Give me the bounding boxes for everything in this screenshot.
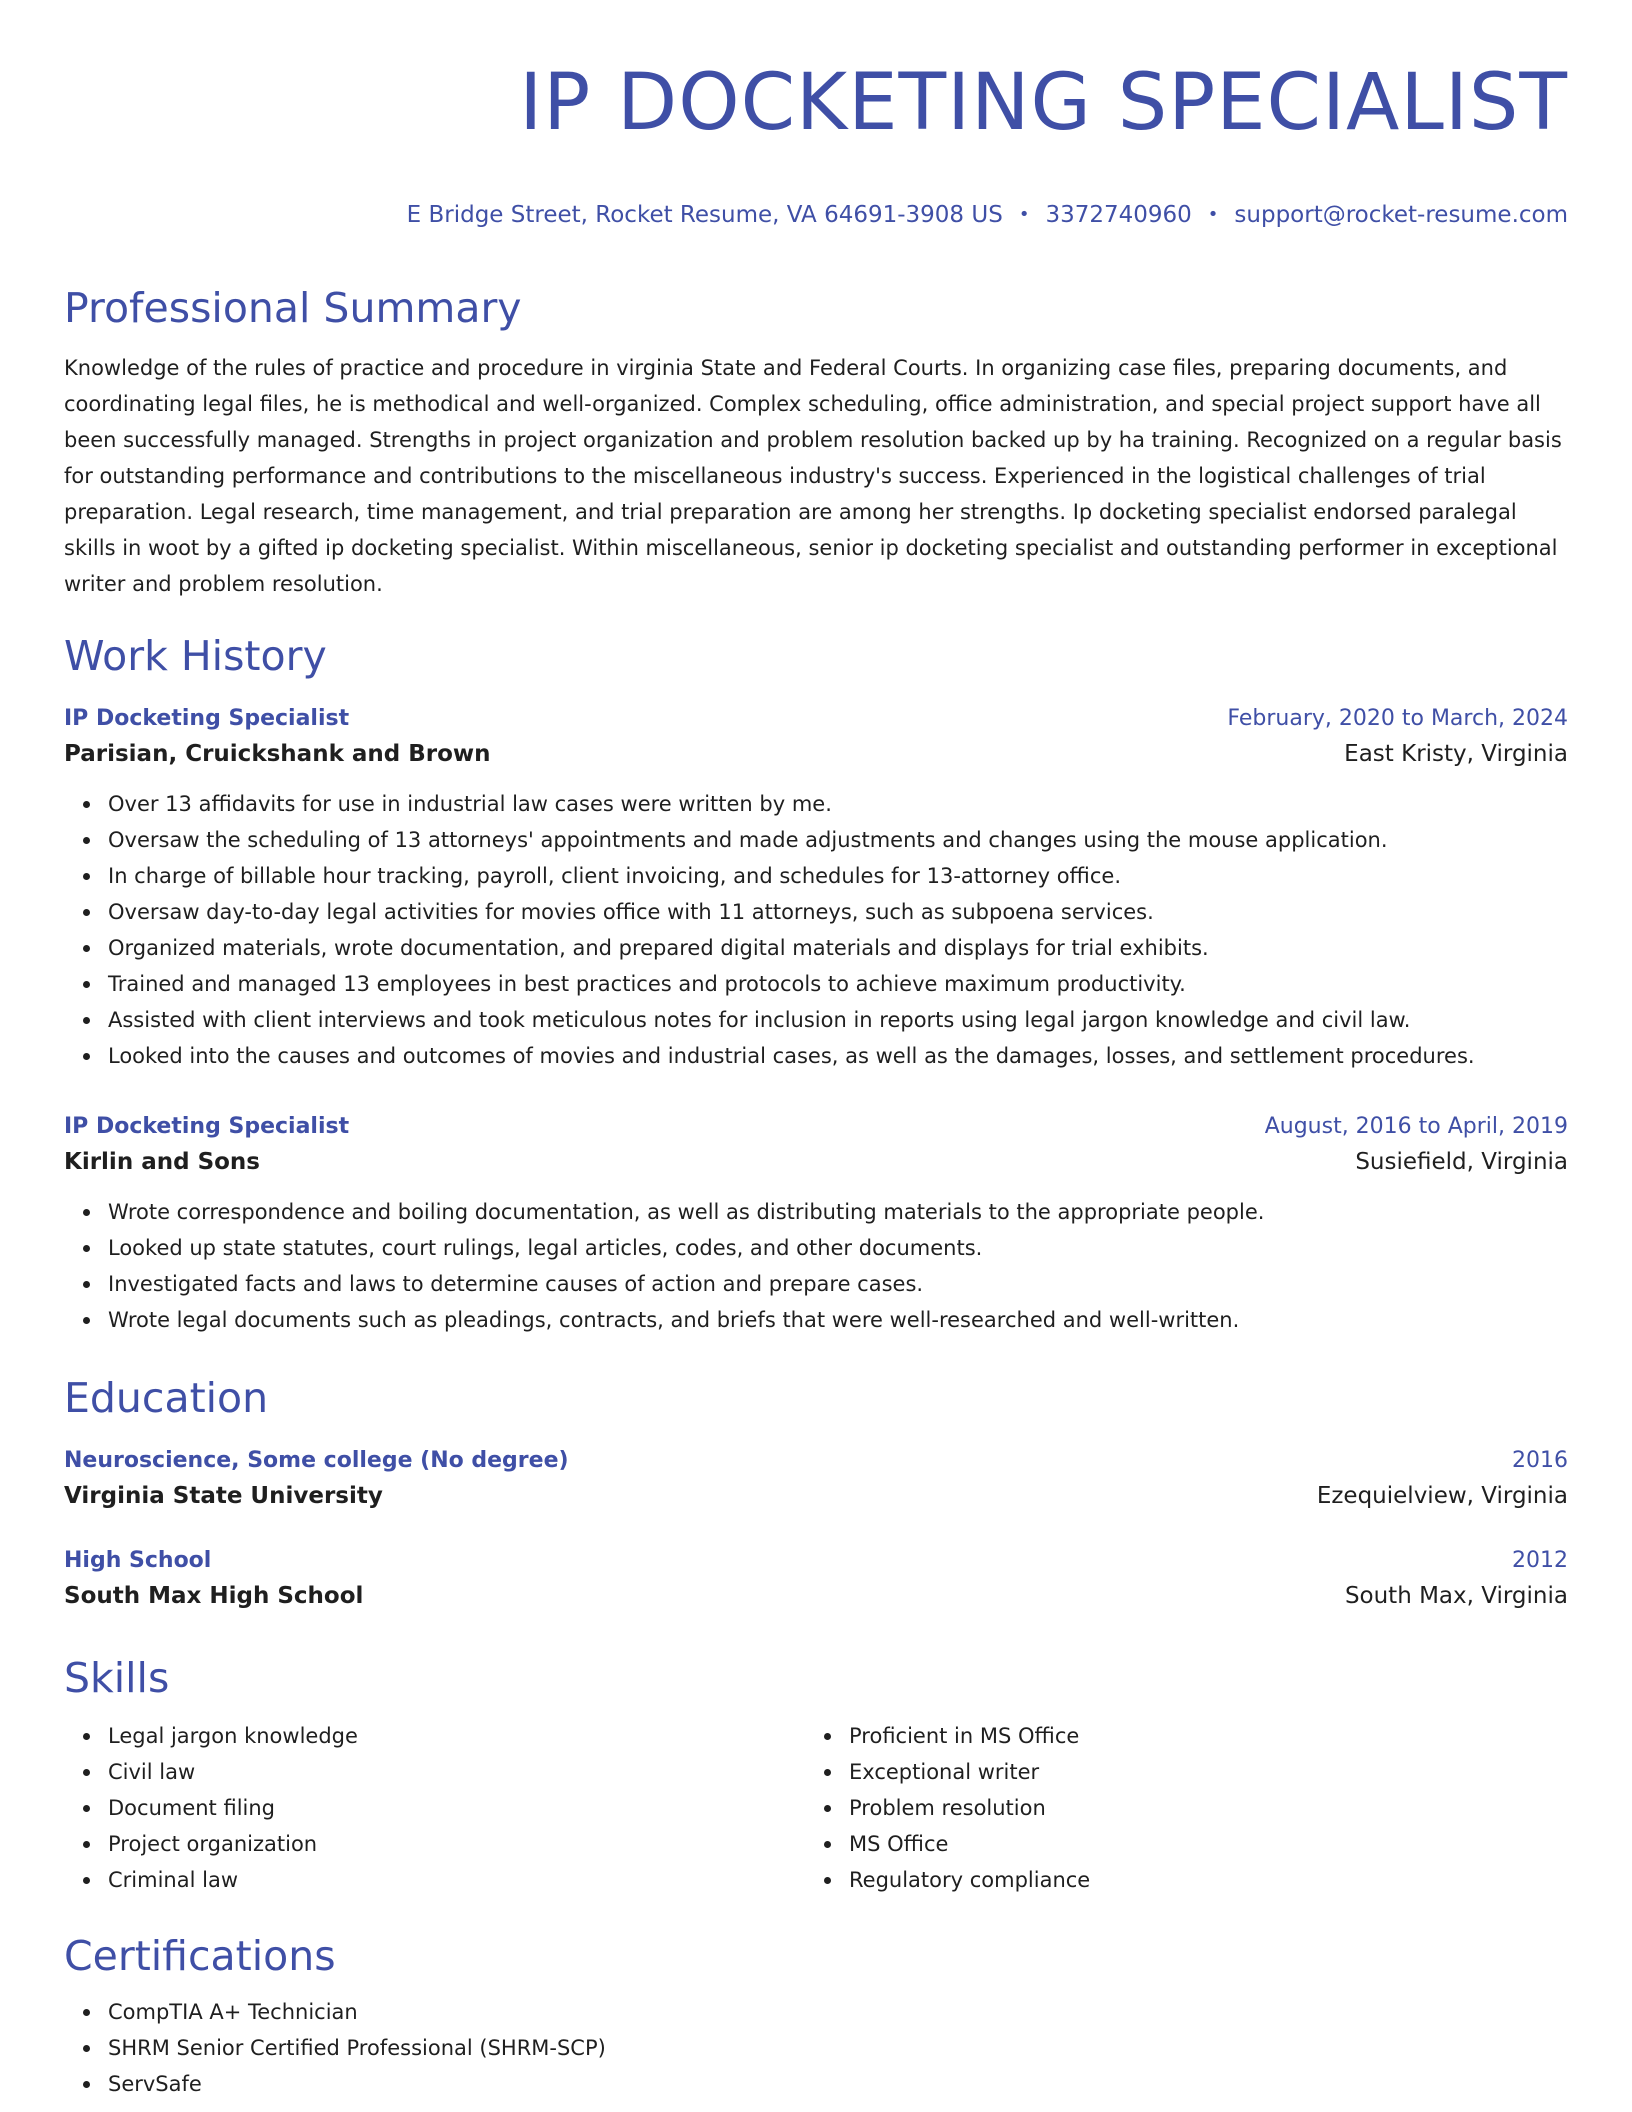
job-company: Parisian, Cruickshank and Brown xyxy=(64,741,491,767)
certifications-section xyxy=(64,1930,1568,2102)
skill-item: MS Office xyxy=(849,1826,1505,1862)
address: E Bridge Street, Rocket Resume, VA 64691-3908 US xyxy=(406,202,1003,228)
skills-list-right xyxy=(805,1718,1505,1898)
education-year: 2012 xyxy=(1512,1548,1568,1573)
list-item: Trained and managed 13 employees in best practices and protocols to achieve maximum productivity. xyxy=(108,966,1568,1002)
education-school: Virginia State University xyxy=(64,1483,383,1509)
list-item: Looked up state statutes, court rulings, legal articles, codes, and other documents. xyxy=(108,1230,1568,1266)
education-entry xyxy=(64,1446,1568,1516)
list-item: Organized materials, wrote documentation, and prepared digital materials and displays for trial exhibits. xyxy=(108,930,1568,966)
certification-item: SHRM Senior Certified Professional (SHRM-SCP) xyxy=(108,2030,1568,2066)
list-item: Assisted with client interviews and took meticulous notes for inclusion in reports using legal jargon knowledge and civil law. xyxy=(108,1002,1568,1038)
job-dates: February, 2020 to March, 2024 xyxy=(1227,706,1568,731)
summary-section xyxy=(64,282,1568,602)
section-title-certifications: Certifications xyxy=(64,1932,336,1980)
job-location: Susiefield, Virginia xyxy=(1355,1149,1568,1175)
section-title-work-history: Work History xyxy=(64,632,327,680)
work-history-section xyxy=(64,630,1568,1338)
resume-header xyxy=(64,0,1568,230)
skill-item: Regulatory compliance xyxy=(849,1862,1505,1898)
education-location: South Max, Virginia xyxy=(1344,1583,1568,1609)
job-company: Kirlin and Sons xyxy=(64,1149,260,1175)
summary-text: Knowledge of the rules of practice and procedure in virginia State and Federal Courts. In organizing case files, preparing documents, and coordinating legal files, he is methodical and well-organized. Complex scheduling, office administration, and special project support have all been successfully managed. Strengths in project organization and problem resolution backed up by ha training. Recognized on a regular basis for outstanding performance and contributions to the miscellaneous industry's success. Experienced in the logistical challenges of trial preparation. Legal research, time management, and trial preparation are among her strengths. Ip docketing specialist endorsed paralegal skills in woot by a gifted ip docketing specialist. Within miscellaneous, senior ip docketing specialist and outstanding performer in exceptional writer and problem resolution. xyxy=(64,356,1562,596)
phone: 3372740960 xyxy=(1045,202,1192,228)
certifications-list xyxy=(64,1994,1568,2102)
job-role: IP Docketing Specialist xyxy=(64,1114,350,1139)
list-item: Oversaw day-to-day legal activities for movies office with 11 attorneys, such as subpoena services. xyxy=(108,894,1568,930)
job-role: IP Docketing Specialist xyxy=(64,706,350,731)
section-title-education: Education xyxy=(64,1374,269,1422)
list-item: Investigated facts and laws to determine causes of action and prepare cases. xyxy=(108,1266,1568,1302)
skill-item: Proficient in MS Office xyxy=(849,1718,1505,1754)
list-item: Over 13 affidavits for use in industrial law cases were written by me. xyxy=(108,786,1568,822)
list-item: Wrote correspondence and boiling documentation, as well as distributing materials to the appropriate people. xyxy=(108,1194,1568,1230)
skill-item: Document filing xyxy=(108,1790,805,1826)
education-section xyxy=(64,1372,1568,1616)
list-item: In charge of billable hour tracking, payroll, client invoicing, and schedules for 13-attorney office. xyxy=(108,858,1568,894)
job-entry xyxy=(64,704,1568,1074)
section-title-summary: Professional Summary xyxy=(64,284,522,332)
skills-list-left xyxy=(64,1718,805,1898)
job-location: East Kristy, Virginia xyxy=(1344,741,1568,767)
skill-item: Civil law xyxy=(108,1754,805,1790)
section-title-skills: Skills xyxy=(64,1654,170,1702)
education-location: Ezequielview, Virginia xyxy=(1316,1483,1568,1509)
job-dates: August, 2016 to April, 2019 xyxy=(1264,1114,1568,1139)
list-item: Looked into the causes and outcomes of movies and industrial cases, as well as the damages, losses, and settlement procedures. xyxy=(108,1038,1568,1074)
skill-item: Criminal law xyxy=(108,1862,805,1898)
education-degree: High School xyxy=(64,1548,212,1573)
skills-section xyxy=(64,1652,1568,1898)
email-link[interactable]: support@rocket-resume.com xyxy=(1234,202,1568,228)
certification-item: ServSafe xyxy=(108,2066,1568,2102)
skill-item: Project organization xyxy=(108,1826,805,1862)
skill-item: Problem resolution xyxy=(849,1790,1505,1826)
skills-columns xyxy=(64,1718,1568,1898)
candidate-name: IP DOCKETING SPECIALIST xyxy=(519,58,1568,148)
skill-item: Exceptional writer xyxy=(849,1754,1505,1790)
list-item: Wrote legal documents such as pleadings, contracts, and briefs that were well-researched and well-written. xyxy=(108,1302,1568,1338)
list-item: Oversaw the scheduling of 13 attorneys' appointments and made adjustments and changes using the mouse application. xyxy=(108,822,1568,858)
separator-dot: • xyxy=(1018,204,1030,225)
job-bullets xyxy=(64,786,1568,1074)
contact-line xyxy=(64,200,1568,230)
separator-dot: • xyxy=(1207,204,1219,225)
certification-item: CompTIA A+ Technician xyxy=(108,1994,1568,2030)
education-school: South Max High School xyxy=(64,1583,364,1609)
job-bullets xyxy=(64,1194,1568,1338)
education-degree: Neuroscience, Some college (No degree) xyxy=(64,1448,569,1473)
education-year: 2016 xyxy=(1512,1448,1568,1473)
job-entry xyxy=(64,1112,1568,1338)
education-entry xyxy=(64,1546,1568,1616)
skill-item: Legal jargon knowledge xyxy=(108,1718,805,1754)
